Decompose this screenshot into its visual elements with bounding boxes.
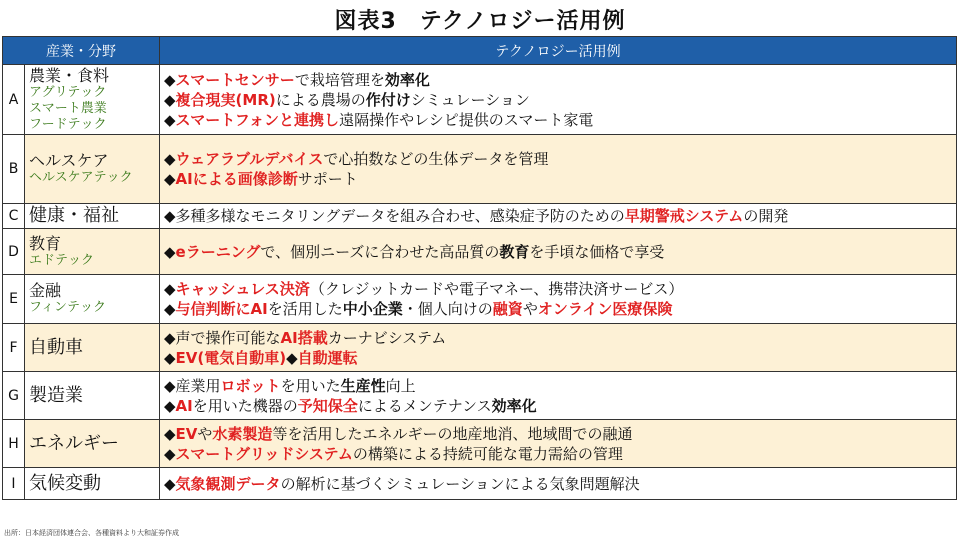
example-text: ◆ bbox=[164, 396, 176, 415]
highlight-text: ロボット bbox=[220, 376, 281, 395]
example-line bbox=[164, 206, 956, 226]
sector-name: ヘルスケア bbox=[29, 151, 109, 170]
row-letter: G bbox=[3, 372, 25, 420]
examples-cell bbox=[160, 275, 957, 324]
sector-name: エネルギー bbox=[29, 432, 119, 454]
row-letter: F bbox=[3, 324, 25, 372]
example-text: ◆声で操作可能な bbox=[164, 328, 281, 347]
highlight-text: 自動運転 bbox=[297, 348, 358, 367]
highlight-text: 早期警戒システム bbox=[624, 207, 744, 225]
example-text: ◆産業用 bbox=[164, 376, 221, 395]
example-text: シミュレーション bbox=[410, 90, 530, 109]
examples-cell bbox=[160, 204, 957, 229]
highlight-text: 水素製造 bbox=[212, 424, 273, 443]
sector-subfield: フィンテック bbox=[29, 300, 106, 315]
example-text: 作付け bbox=[365, 90, 411, 109]
example-text: 等を活用したエネルギーの地産地消、地域間での融通 bbox=[272, 424, 633, 443]
header-sector: 産業・分野 bbox=[3, 37, 160, 65]
examples-cell bbox=[160, 372, 957, 420]
sector-cell bbox=[25, 135, 160, 204]
example-text: サポート bbox=[297, 170, 358, 188]
example-text: 効率化 bbox=[384, 70, 430, 89]
example-line bbox=[164, 90, 956, 110]
sector-name: 気候変動 bbox=[29, 472, 101, 494]
examples-cell bbox=[160, 135, 957, 204]
highlight-text: スマートセンサー bbox=[175, 70, 295, 89]
example-line bbox=[164, 149, 956, 169]
row-letter: B bbox=[3, 135, 25, 204]
row-letter: I bbox=[3, 468, 25, 500]
highlight-text: eラーニング bbox=[175, 242, 261, 261]
highlight-text: オンライン医療保険 bbox=[537, 300, 673, 318]
example-line bbox=[164, 376, 956, 396]
example-line bbox=[164, 299, 956, 319]
example-text: 効率化 bbox=[491, 396, 537, 415]
sector-cell bbox=[25, 65, 160, 135]
example-text: ◆ bbox=[164, 474, 176, 493]
example-text: 生産性 bbox=[340, 376, 386, 395]
sector-subfield: フードテック bbox=[29, 116, 107, 132]
example-line bbox=[164, 396, 956, 416]
sector-cell bbox=[25, 468, 160, 500]
example-text: や bbox=[197, 424, 213, 443]
example-text: ◆ bbox=[164, 424, 176, 443]
row-letter: H bbox=[3, 420, 25, 468]
highlight-text: 予知保全 bbox=[297, 396, 358, 415]
example-line bbox=[164, 70, 956, 90]
sector-cell bbox=[25, 229, 160, 275]
example-line bbox=[164, 110, 956, 130]
examples-cell bbox=[160, 65, 957, 135]
example-text: （クレジットカードや電子マネー、携帯決済サービス） bbox=[309, 280, 684, 298]
example-text: を活用した bbox=[267, 300, 343, 318]
example-text: ◆ bbox=[164, 348, 176, 367]
example-line bbox=[164, 348, 956, 368]
example-line bbox=[164, 328, 956, 348]
example-text: ◆ bbox=[164, 300, 176, 318]
example-text: の構築による持続可能な電力需給の管理 bbox=[352, 444, 623, 463]
example-line bbox=[164, 242, 956, 262]
highlight-text: AI bbox=[175, 396, 193, 415]
sector-cell bbox=[25, 204, 160, 229]
example-text: による農場の bbox=[275, 90, 366, 109]
example-text: ・個人向けの bbox=[402, 300, 493, 318]
sector-name: 製造業 bbox=[29, 384, 83, 406]
example-text: ◆ bbox=[286, 348, 298, 367]
table-row bbox=[3, 324, 957, 372]
example-text: によるメンテナンス bbox=[357, 396, 492, 415]
table-row bbox=[3, 204, 957, 229]
highlight-text: EV(電気自動車) bbox=[175, 348, 287, 367]
example-line bbox=[164, 169, 956, 189]
row-letter: A bbox=[3, 65, 25, 135]
example-text: ◆多種多様なモニタリングデータを組み合わせ、感染症予防のための bbox=[164, 207, 625, 225]
example-text: を用いた bbox=[280, 376, 341, 395]
highlight-text: ウェアラブルデバイス bbox=[175, 150, 324, 168]
example-text: 遠隔操作やレシピ提供のスマート家電 bbox=[339, 110, 594, 129]
sector-name: 自動車 bbox=[29, 336, 83, 358]
example-line bbox=[164, 474, 956, 494]
sector-subfield: エドテック bbox=[29, 252, 95, 268]
example-line bbox=[164, 424, 956, 444]
examples-cell bbox=[160, 420, 957, 468]
technology-table bbox=[2, 36, 957, 500]
sector-name: 金融 bbox=[29, 281, 62, 300]
highlight-text: 気象観測データ bbox=[175, 474, 281, 493]
example-text: ◆ bbox=[164, 110, 176, 129]
example-text: ◆ bbox=[164, 170, 176, 188]
highlight-text: 融資 bbox=[492, 300, 523, 318]
highlight-text: スマートフォンと連携し bbox=[175, 110, 340, 129]
example-line bbox=[164, 444, 956, 464]
table-row bbox=[3, 420, 957, 468]
example-text: を手頃な価格で享受 bbox=[529, 242, 665, 261]
example-text: の開発 bbox=[743, 207, 789, 225]
sector-subfield: スマート農業 bbox=[29, 100, 107, 116]
table-row bbox=[3, 468, 957, 500]
table-row bbox=[3, 135, 957, 204]
table-header-row bbox=[3, 37, 957, 65]
example-text: ◆ bbox=[164, 444, 176, 463]
example-text: で心拍数などの生体データを管理 bbox=[323, 150, 549, 168]
examples-cell bbox=[160, 324, 957, 372]
highlight-text: EV bbox=[175, 424, 198, 443]
table-row bbox=[3, 229, 957, 275]
sector-subfield: ヘルスケアテック bbox=[29, 170, 133, 185]
table-row bbox=[3, 65, 957, 135]
table-row bbox=[3, 275, 957, 324]
example-text: ◆ bbox=[164, 150, 176, 168]
sector-subfield: アグリテック bbox=[29, 84, 107, 100]
example-line bbox=[164, 279, 956, 299]
example-text: を用いた機器の bbox=[192, 396, 298, 415]
example-text: 向上 bbox=[385, 376, 416, 395]
highlight-text: スマートグリッドシステム bbox=[175, 444, 353, 463]
example-text: や bbox=[522, 300, 538, 318]
sector-cell bbox=[25, 324, 160, 372]
examples-cell bbox=[160, 468, 957, 500]
example-text: で、個別ニーズに合わせた高品質の bbox=[260, 242, 500, 261]
row-letter: D bbox=[3, 229, 25, 275]
sector-name: 健康・福祉 bbox=[29, 205, 119, 226]
source-footnote: 出所：日本経済団体連合会、各種資料より大和証券作成 bbox=[4, 529, 179, 537]
highlight-text: AIによる画像診断 bbox=[175, 170, 298, 188]
highlight-text: 与信判断にAI bbox=[175, 300, 268, 318]
sector-name: 農業・食料 bbox=[29, 65, 110, 85]
example-text: ◆ bbox=[164, 90, 176, 109]
examples-cell bbox=[160, 229, 957, 275]
row-letter: E bbox=[3, 275, 25, 324]
header-examples: テクノロジー活用例 bbox=[160, 37, 957, 65]
example-text: 中小企業 bbox=[342, 300, 403, 318]
example-text: の解析に基づくシミュレーションによる気象問題解決 bbox=[280, 474, 640, 493]
sector-cell bbox=[25, 275, 160, 324]
example-text: で栽培管理を bbox=[294, 70, 385, 89]
sector-cell bbox=[25, 372, 160, 420]
example-text: カーナビシステム bbox=[327, 328, 447, 347]
page-title: 図表3 テクノロジー活用例 bbox=[334, 9, 626, 34]
highlight-text: キャッシュレス決済 bbox=[175, 280, 310, 298]
sector-cell bbox=[25, 420, 160, 468]
row-letter: C bbox=[3, 204, 25, 229]
sector-name: 教育 bbox=[29, 233, 62, 253]
example-text: ◆ bbox=[164, 280, 176, 298]
example-text: ◆ bbox=[164, 70, 176, 89]
example-text: ◆ bbox=[164, 242, 176, 261]
table-row bbox=[3, 372, 957, 420]
highlight-text: AI搭載 bbox=[280, 328, 328, 347]
example-text: 教育 bbox=[499, 242, 530, 261]
highlight-text: 複合現実(MR) bbox=[175, 90, 276, 109]
